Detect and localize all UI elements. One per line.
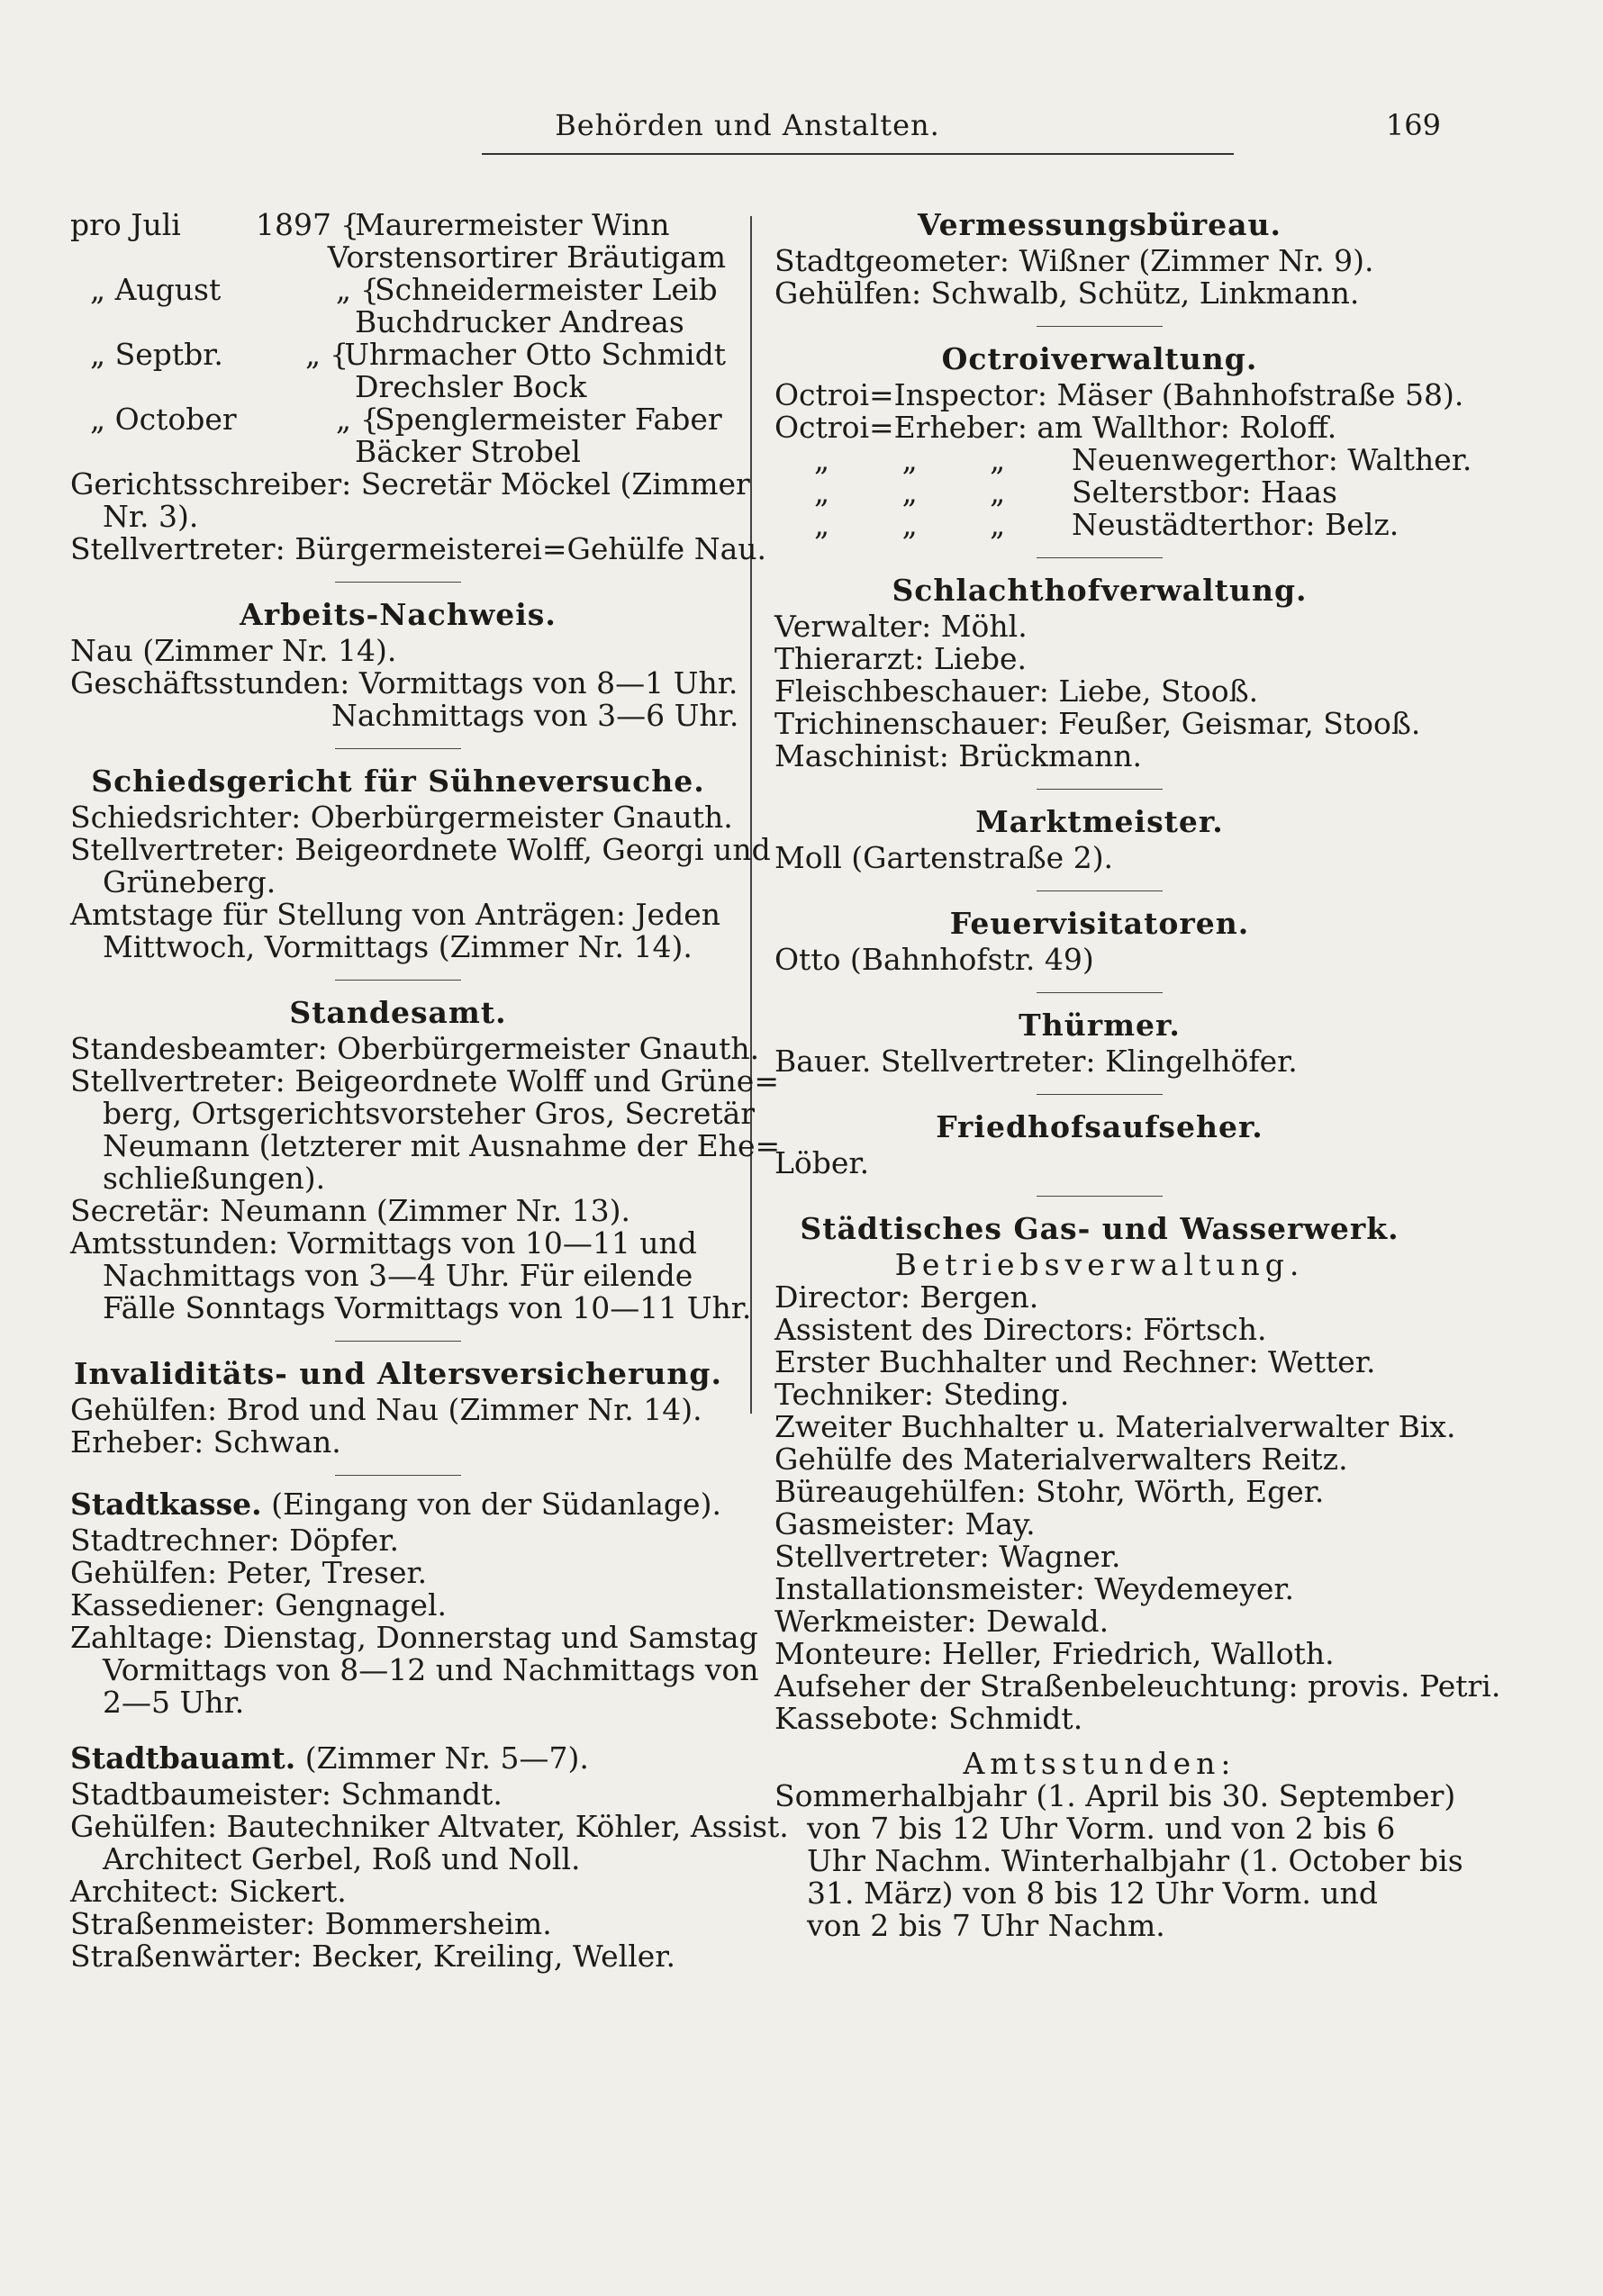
text-line: Gehülfe des Materialverwalters Reitz. [774,1442,1348,1477]
text-line: Thierarzt: Liebe. [774,641,1027,676]
text-line: Octroi=Erheber: am Wallthor: Roloff. [774,410,1337,445]
section-heading: Marktmeister. [975,804,1224,839]
text-line: Stadtgeometer: Wißner (Zimmer Nr. 9). [774,243,1374,278]
text-line: Amtsstunden: Vormittags von 10—11 und [70,1225,697,1261]
text-line: Sommerhalbjahr (1. April bis 30. September) [774,1778,1456,1813]
text-line: Straßenwärter: Becker, Kreiling, Weller. [70,1939,675,1974]
section-heading: Feuervisitatoren. [949,906,1250,941]
section-rule [1037,789,1163,790]
section-heading-line [70,1488,726,1524]
text-line: Zweiter Buchhalter u. Materialverwalter Bix. [774,1409,1456,1444]
ditto-marks: „ „ „ [814,442,1006,477]
roster-row: pro Juli 1897 { Maurermeister Winn [70,207,670,242]
section-heading-note: (Eingang von der Südanlage). [271,1487,721,1522]
text-line: Architect: Sickert. [70,1874,347,1909]
section-rule [1037,1094,1163,1095]
text-line: Standesbeamter: Oberbürgermeister Gnauth. [70,1031,760,1066]
section-heading: Thürmer. [1019,1008,1181,1043]
left-column [70,207,789,1974]
text-line: Nachmittags von 3—4 Uhr. Für eilende [103,1258,693,1293]
section-rule [335,980,461,981]
text-line: Verwalter: Möhl. [774,609,1028,644]
text-line: Uhr Nachm. Winterhalbjahr (1. October bis [807,1843,1463,1878]
text-line: Mittwoch, Vormittags (Zimmer Nr. 14). [103,929,693,964]
text-line: Stadtbaumeister: Schmandt. [70,1776,503,1812]
text-line: Maschinist: Brückmann. [774,738,1143,773]
text-line: Stellvertreter: Bürgermeisterei=Gehülfe Nau. [70,531,766,566]
text-line: Gehülfen: Peter, Treser. [70,1555,428,1590]
monthly-roster [70,209,726,468]
text-line: von 7 bis 12 Uhr Vorm. und von 2 bis 6 [807,1811,1396,1846]
text-line: Kassebote: Schmidt. [774,1701,1083,1736]
section-heading: Invaliditäts- und Altersversicherung. [74,1356,722,1391]
section-heading: Standesamt. [289,995,507,1030]
section-rule [1037,557,1163,558]
text-line: Trichinenschauer: Feußer, Geismar, Stooß. [774,706,1421,741]
text-line: Nachmittags von 3—6 Uhr. [331,698,739,733]
text-line: Zahltage: Dienstag, Donnerstag und Samstag [70,1620,758,1655]
text-line: Erster Buchhalter und Rechner: Wetter. [774,1344,1376,1379]
text-line: Amtstage für Stellung von Anträgen: Jeden [70,897,720,932]
section-heading: Städtisches Gas- und Wasserwerk. [800,1211,1399,1246]
right-column [774,207,1501,1943]
text-line: Octroi=Inspector: Mäser (Bahnhofstraße 58). [774,377,1464,412]
text-line: 31. März) von 8 bis 12 Uhr Vorm. und [807,1876,1378,1911]
text-line: Nr. 3). [103,499,199,534]
text-line: Gehülfen: Bautechniker Altvater, Köhler, Assist. [70,1809,789,1844]
section-rule [335,1341,461,1342]
octroi-gate-line: „ „ „ Neustädterthor: Belz. [774,509,1425,541]
section-heading: Vermessungsbüreau. [918,207,1281,242]
text-line: Secretär: Neumann (Zimmer Nr. 13). [70,1193,630,1228]
header-rule [482,153,1234,155]
octroi-gate-line: „ „ „ Neuenwegerthor: Walther. [774,444,1425,476]
roster-row: Vorstensortirer Bräutigam [327,240,726,275]
roster-row: Buchdrucker Andreas [355,304,684,339]
text-line: Straßenmeister: Bommersheim. [70,1906,552,1941]
section-rule [1037,890,1163,891]
text-line: Fälle Sonntags Vormittags von 10—11 Uhr. [103,1290,752,1325]
section-subheading: Amtsstunden: [963,1746,1236,1781]
section-heading: Arbeits-Nachweis. [240,597,557,632]
text-line: Vormittags von 8—12 und Nachmittags von [103,1652,759,1687]
text-line: schließungen). [103,1161,326,1196]
roster-row: „ Septbr. „ { Uhrmacher Otto Schmidt [90,337,726,372]
roster-row: Bäcker Strobel [355,434,581,469]
text-line: Kassediener: Gengnagel. [70,1587,447,1623]
text-line: Gasmeister: May. [774,1506,1036,1541]
section-rule [1037,992,1163,993]
text-line: Fleischbeschauer: Liebe, Stooß. [774,673,1259,709]
text-line: Löber. [774,1145,870,1180]
text-line: Installationsmeister: Weydemeyer. [774,1571,1294,1606]
roster-row: „ August „ { Schneidermeister Leib [90,272,718,307]
text-line: Nau (Zimmer Nr. 14). [70,633,397,668]
section-heading: Schiedsgericht für Sühneversuche. [91,764,705,799]
page-number: 169 [1385,108,1441,142]
roster-row: Drechsler Bock [355,369,587,404]
octroi-gate-line: „ „ „ Selterstbor: Haas [774,476,1425,509]
section-heading: Friedhofsaufseher. [936,1109,1263,1144]
text-line: Neumann (letzterer mit Ausnahme der Ehe= [103,1128,781,1163]
section-rule [1037,1196,1163,1197]
text-line: Stellvertreter: Beigeordnete Wolff, Georgi und [70,832,771,867]
section-rule [335,748,461,749]
running-title: Behörden und Anstalten. [555,108,940,142]
section-heading-line [70,1742,726,1778]
text-line: Gerichtsschreiber: Secretär Möckel (Zimmer [70,466,750,502]
section-subheading: Betriebsverwaltung. [894,1247,1305,1282]
ditto-marks: „ „ „ [814,507,1006,542]
text-line: Architect Gerbel, Roß und Noll. [103,1841,581,1876]
text-line: Gehülfen: Brod und Nau (Zimmer Nr. 14). [70,1392,702,1427]
section-heading: Schlachthofverwaltung. [892,573,1308,608]
section-heading-note: (Zimmer Nr. 5—7). [304,1740,589,1776]
text-line: Büreaugehülfen: Stohr, Wörth, Eger. [774,1474,1325,1509]
text-line: Grüneberg. [103,864,276,899]
text-line: von 2 bis 7 Uhr Nachm. [807,1908,1165,1943]
roster-row: „ October „ { Spenglermeister Faber [90,402,722,437]
text-line: Erheber: Schwan. [70,1424,341,1460]
text-line: Stellvertreter: Beigeordnete Wolff und Grüne= [70,1063,779,1098]
section-rule [335,1475,461,1476]
section-rule [335,582,461,583]
text-line: Gehülfen: Schwalb, Schütz, Linkmann. [774,276,1360,311]
text-line: Techniker: Steding. [774,1377,1070,1412]
text-line: Werkmeister: Dewald. [774,1604,1109,1639]
text-line: Assistent des Directors: Förtsch. [774,1312,1267,1347]
text-line: Aufseher der Straßenbeleuchtung: provis. Petri. [774,1668,1501,1704]
text-line: Otto (Bahnhofstr. 49) [774,942,1094,977]
ditto-marks: „ „ „ [814,475,1006,510]
text-line: Director: Bergen. [774,1279,1039,1315]
text-line: Bauer. Stellvertreter: Klingelhöfer. [774,1044,1298,1079]
text-line: Stellvertreter: Wagner. [774,1539,1121,1574]
column-divider [750,216,752,1414]
page-header [72,106,1441,149]
text-line: Geschäftsstunden: Vormittags von 8—1 Uhr. [70,665,738,701]
section-heading: Stadtkasse. [70,1487,262,1522]
section-heading: Stadtbauamt. [70,1740,296,1776]
section-heading: Octroiverwaltung. [941,341,1258,376]
text-line: 2—5 Uhr. [103,1685,245,1720]
text-line: Stadtrechner: Döpfer. [70,1523,399,1558]
text-line: Schiedsrichter: Oberbürgermeister Gnauth. [70,800,733,835]
text-line: Moll (Gartenstraße 2). [774,840,1114,875]
text-line: Monteure: Heller, Friedrich, Walloth. [774,1636,1335,1671]
text-line: berg, Ortsgerichtsvorsteher Gros, Secretär [103,1096,756,1131]
section-rule [1037,326,1163,327]
